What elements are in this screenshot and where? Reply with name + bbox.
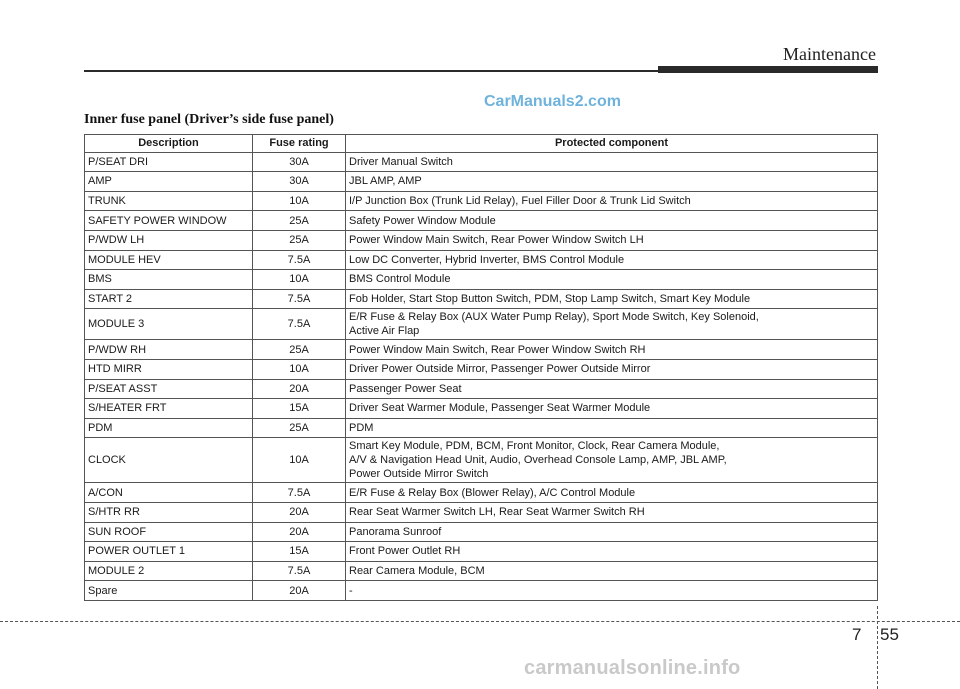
fuse-description-cell: P/WDW LH xyxy=(85,230,253,250)
fuse-description-cell: P/SEAT ASST xyxy=(85,379,253,399)
table-row xyxy=(85,250,878,270)
column-header-protected-component: Protected component xyxy=(346,135,878,153)
fuse-rating-cell: 15A xyxy=(253,399,346,419)
protected-component-line: BMS Control Module xyxy=(349,273,451,286)
fuse-description-cell: START 2 xyxy=(85,289,253,309)
protected-component-cell xyxy=(346,418,878,438)
section-title: Maintenance xyxy=(783,44,876,64)
protected-component-line: Active Air Flap xyxy=(349,325,420,338)
protected-component-line: Power Window Main Switch, Rear Power Window Switch RH xyxy=(349,343,646,356)
table-row xyxy=(85,399,878,419)
protected-component-cell xyxy=(346,191,878,211)
protected-component-line: A/V & Navigation Head Unit, Audio, Overhead Console Lamp, AMP, JBL AMP, xyxy=(349,454,727,467)
fuse-rating-cell: 20A xyxy=(253,581,346,601)
protected-component-line: E/R Fuse & Relay Box (AUX Water Pump Relay), Sport Mode Switch, Key Solenoid, xyxy=(349,311,759,324)
fuse-description-cell: MODULE 2 xyxy=(85,561,253,581)
fuse-rating-cell: 10A xyxy=(253,438,346,483)
protected-component-line: Panorama Sunroof xyxy=(349,525,442,538)
protected-component-cell xyxy=(346,522,878,542)
table-row xyxy=(85,561,878,581)
header-rule xyxy=(84,70,662,72)
fuse-description-cell: P/SEAT DRI xyxy=(85,152,253,172)
fuse-rating-cell: 20A xyxy=(253,522,346,542)
fuse-rating-cell: 25A xyxy=(253,230,346,250)
table-row xyxy=(85,309,878,340)
protected-component-line: PDM xyxy=(349,422,374,435)
protected-component-cell xyxy=(346,542,878,562)
fuse-table xyxy=(84,134,878,601)
fuse-rating-cell: 7.5A xyxy=(253,309,346,340)
page-heading: Inner fuse panel (Driver’s side fuse panel) xyxy=(84,112,334,127)
fuse-description-cell: A/CON xyxy=(85,483,253,503)
fuse-rating-cell: 20A xyxy=(253,502,346,522)
protected-component-cell xyxy=(346,340,878,360)
fuse-rating-cell: 15A xyxy=(253,542,346,562)
fuse-description-cell: S/HTR RR xyxy=(85,502,253,522)
protected-component-cell xyxy=(346,502,878,522)
column-header-fuse-rating: Fuse rating xyxy=(253,135,346,153)
protected-component-cell xyxy=(346,309,878,340)
protected-component-cell xyxy=(346,152,878,172)
protected-component-line: Power Window Main Switch, Rear Power Window Switch LH xyxy=(349,234,644,247)
fuse-rating-cell: 25A xyxy=(253,211,346,231)
protected-component-line: I/P Junction Box (Trunk Lid Relay), Fuel Filler Door & Trunk Lid Switch xyxy=(349,195,691,208)
protected-component-cell xyxy=(346,230,878,250)
table-row xyxy=(85,581,878,601)
table-row xyxy=(85,379,878,399)
page-number: 55 xyxy=(880,625,899,644)
table-row xyxy=(85,289,878,309)
protected-component-cell xyxy=(346,561,878,581)
column-header-description: Description xyxy=(85,135,253,153)
table-row xyxy=(85,211,878,231)
table-row xyxy=(85,340,878,360)
fuse-rating-cell: 25A xyxy=(253,340,346,360)
fuse-description-cell: POWER OUTLET 1 xyxy=(85,542,253,562)
protected-component-cell xyxy=(346,270,878,290)
table-row xyxy=(85,359,878,379)
fuse-description-cell: P/WDW RH xyxy=(85,340,253,360)
protected-component-cell xyxy=(346,483,878,503)
protected-component-cell xyxy=(346,581,878,601)
footer-site-link[interactable]: carmanualsonline.info xyxy=(524,657,741,679)
header-rule-accent xyxy=(658,66,878,73)
protected-component-line: Driver Seat Warmer Module, Passenger Seat Warmer Module xyxy=(349,402,651,415)
footer-divider xyxy=(877,606,878,689)
fuse-rating-cell: 20A xyxy=(253,379,346,399)
protected-component-line: Low DC Converter, Hybrid Inverter, BMS Control Module xyxy=(349,253,625,266)
fuse-rating-cell: 30A xyxy=(253,152,346,172)
protected-component-line: Driver Manual Switch xyxy=(349,155,453,168)
protected-component-line: E/R Fuse & Relay Box (Blower Relay), A/C Control Module xyxy=(349,486,636,499)
protected-component-cell xyxy=(346,399,878,419)
fuse-rating-cell: 30A xyxy=(253,172,346,192)
protected-component-line: Driver Power Outside Mirror, Passenger Power Outside Mirror xyxy=(349,363,651,376)
fuse-rating-cell: 10A xyxy=(253,270,346,290)
protected-component-cell xyxy=(346,211,878,231)
table-row xyxy=(85,502,878,522)
fuse-description-cell: MODULE 3 xyxy=(85,309,253,340)
fuse-description-cell: CLOCK xyxy=(85,438,253,483)
table-row xyxy=(85,418,878,438)
table-row xyxy=(85,172,878,192)
protected-component-line: Front Power Outlet RH xyxy=(349,545,461,558)
fuse-rating-cell: 7.5A xyxy=(253,483,346,503)
fuse-rating-cell: 25A xyxy=(253,418,346,438)
fuse-rating-cell: 7.5A xyxy=(253,289,346,309)
protected-component-line: Safety Power Window Module xyxy=(349,214,496,227)
table-row xyxy=(85,191,878,211)
fuse-description-cell: PDM xyxy=(85,418,253,438)
table-row xyxy=(85,522,878,542)
protected-component-cell xyxy=(346,359,878,379)
fuse-description-cell: Spare xyxy=(85,581,253,601)
footer-rule xyxy=(0,621,960,622)
table-row xyxy=(85,438,878,483)
fuse-rating-cell: 7.5A xyxy=(253,561,346,581)
fuse-description-cell: S/HEATER FRT xyxy=(85,399,253,419)
protected-component-line: Smart Key Module, PDM, BCM, Front Monitor, Clock, Rear Camera Module, xyxy=(349,440,720,453)
protected-component-line: Passenger Power Seat xyxy=(349,382,462,395)
table-header-row xyxy=(85,135,878,153)
protected-component-line: - xyxy=(349,584,353,597)
protected-component-cell xyxy=(346,250,878,270)
protected-component-line: Power Outside Mirror Switch xyxy=(349,468,489,481)
fuse-description-cell: AMP xyxy=(85,172,253,192)
table-row xyxy=(85,270,878,290)
protected-component-cell xyxy=(346,289,878,309)
table-row xyxy=(85,230,878,250)
fuse-description-cell: SAFETY POWER WINDOW xyxy=(85,211,253,231)
fuse-description-cell: TRUNK xyxy=(85,191,253,211)
table-row xyxy=(85,152,878,172)
fuse-description-cell: MODULE HEV xyxy=(85,250,253,270)
protected-component-cell xyxy=(346,438,878,483)
protected-component-cell xyxy=(346,172,878,192)
table-row xyxy=(85,483,878,503)
table-row xyxy=(85,542,878,562)
fuse-table-body xyxy=(85,152,878,600)
fuse-rating-cell: 10A xyxy=(253,359,346,379)
protected-component-line: JBL AMP, AMP xyxy=(349,175,422,188)
protected-component-line: Fob Holder, Start Stop Button Switch, PDM, Stop Lamp Switch, Smart Key Module xyxy=(349,293,751,306)
fuse-rating-cell: 7.5A xyxy=(253,250,346,270)
fuse-rating-cell: 10A xyxy=(253,191,346,211)
protected-component-cell xyxy=(346,379,878,399)
watermark-link[interactable]: CarManuals2.com xyxy=(484,93,621,110)
protected-component-line: Rear Seat Warmer Switch LH, Rear Seat Warmer Switch RH xyxy=(349,506,645,519)
protected-component-line: Rear Camera Module, BCM xyxy=(349,564,485,577)
fuse-description-cell: SUN ROOF xyxy=(85,522,253,542)
fuse-description-cell: BMS xyxy=(85,270,253,290)
chapter-number: 7 xyxy=(852,625,862,644)
fuse-description-cell: HTD MIRR xyxy=(85,359,253,379)
